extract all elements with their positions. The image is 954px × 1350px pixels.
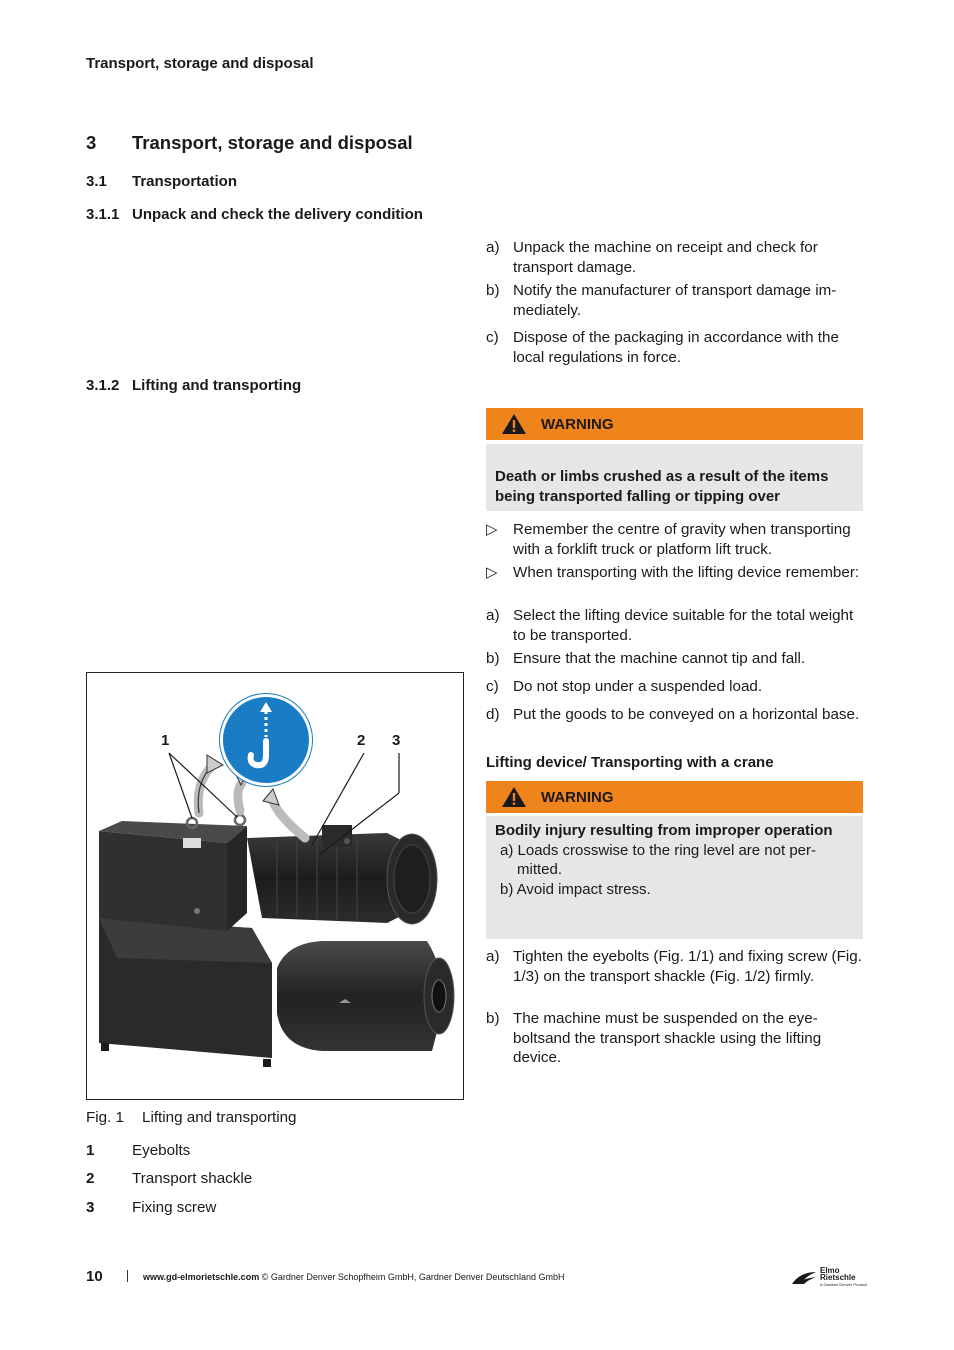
step-text: Select the lifting device suitable for the total weight to be transported. bbox=[513, 607, 854, 644]
legend-text: Eyebolts bbox=[132, 1142, 191, 1159]
legend-item bbox=[86, 1199, 216, 1216]
logo-line1: Elmo bbox=[820, 1266, 840, 1275]
warning-label: WARNING bbox=[541, 788, 614, 806]
section-title: Transport, storage and disposal bbox=[132, 132, 413, 153]
warning-label: WARNING bbox=[541, 415, 614, 433]
section-heading bbox=[86, 132, 413, 154]
warning-item bbox=[495, 841, 854, 880]
logo-swoosh-icon bbox=[790, 1270, 818, 1286]
legend-item bbox=[86, 1142, 190, 1159]
warning-header bbox=[486, 781, 863, 813]
subsection-number: 3.1 bbox=[86, 173, 107, 190]
warning-title: Death or limbs crushed as a result of the items being transported falling or tipping over bbox=[495, 468, 829, 505]
step-marker: b) bbox=[486, 1010, 500, 1027]
warning-item-text: a) Loads crosswise to the ring level are not permitted. bbox=[500, 841, 816, 878]
legend-item bbox=[86, 1170, 252, 1187]
sub311-title: Unpack and check the delivery condition bbox=[132, 206, 423, 223]
warning-item-text: b) Avoid impact stress. bbox=[500, 880, 651, 898]
transport-step bbox=[486, 606, 866, 645]
company-logo bbox=[790, 1266, 868, 1289]
crane-hook-sign-icon bbox=[220, 694, 312, 786]
figure-caption-text: Lifting and transporting bbox=[142, 1109, 297, 1126]
step-text: The machine must be suspended on the eyeboltsand the transport shackle using the lifting device. bbox=[513, 1010, 822, 1066]
step-text: Notify the manufacturer of transport damage immediately. bbox=[513, 282, 837, 319]
warning-triangle-icon bbox=[486, 786, 541, 808]
callout-3: 3 bbox=[392, 732, 401, 749]
subsection-heading bbox=[86, 173, 237, 190]
step-marker: c) bbox=[486, 678, 499, 695]
step-text: Unpack the machine on receipt and check for transport damage. bbox=[513, 239, 818, 276]
logo-line2: Rietschle bbox=[820, 1273, 856, 1282]
step-text: Tighten the eyebolts (Fig. 1/1) and fixing screw (Fig. 1/3) on the transport shackle (Fig. 1/2) firmly. bbox=[513, 948, 862, 985]
sub312-number: 3.1.2 bbox=[86, 377, 120, 394]
transport-step bbox=[486, 677, 866, 697]
crane-step bbox=[486, 947, 866, 986]
sub312-heading bbox=[86, 377, 301, 394]
step-marker: a) bbox=[486, 607, 500, 624]
legend-key: 2 bbox=[86, 1170, 95, 1187]
step-text: Remember the centre of gravity when transporting with a forklift truck or platform lift truck. bbox=[513, 521, 851, 558]
step-text: Do not stop under a suspended load. bbox=[513, 678, 763, 695]
sub311-heading bbox=[86, 206, 423, 223]
footer-url: www.gd-elmorietschle.com bbox=[143, 1272, 260, 1282]
section-number: 3 bbox=[86, 132, 97, 153]
step-marker: a) bbox=[486, 239, 500, 256]
step-marker: d) bbox=[486, 706, 500, 723]
step-marker: a) bbox=[486, 948, 500, 965]
unpack-step bbox=[486, 328, 866, 367]
step-text: Ensure that the machine cannot tip and fall. bbox=[513, 650, 806, 667]
logo-tagline: A Gardner Denver Product bbox=[820, 1282, 868, 1287]
unpack-step bbox=[486, 281, 866, 320]
legend-key: 1 bbox=[86, 1142, 95, 1159]
footer-text bbox=[143, 1272, 564, 1282]
callout-1: 1 bbox=[161, 732, 170, 749]
transport-step bbox=[486, 705, 866, 725]
crane-step bbox=[486, 1009, 866, 1068]
step-text: Dispose of the packaging in accordance with the local regulations in force. bbox=[513, 329, 839, 366]
step-marker: b) bbox=[486, 650, 500, 667]
footer-copyright: © Gardner Denver Schopfheim GmbH, Gardner Denver Deutschland GmbH bbox=[259, 1272, 565, 1282]
warning-header bbox=[486, 408, 863, 440]
warning-body bbox=[486, 444, 863, 511]
step-marker: c) bbox=[486, 329, 499, 346]
crane-heading: Lifting device/ Transporting with a crane bbox=[486, 754, 774, 771]
step-text: Put the goods to be conveyed on a horizontal base. bbox=[513, 706, 860, 723]
unpack-step bbox=[486, 238, 866, 277]
footer-divider bbox=[127, 1270, 128, 1282]
warning-title: Bodily injury resulting from improper operation bbox=[495, 822, 833, 839]
sub312-title: Lifting and transporting bbox=[132, 377, 302, 394]
warning-body bbox=[486, 816, 863, 939]
sub311-number: 3.1.1 bbox=[86, 206, 120, 223]
figure-number: Fig. 1 bbox=[86, 1109, 124, 1126]
figure-caption bbox=[86, 1109, 297, 1126]
step-marker: ▷ bbox=[486, 564, 498, 581]
transport-step bbox=[486, 520, 866, 559]
step-marker: ▷ bbox=[486, 521, 498, 538]
step-text: When transporting with the lifting device remember: bbox=[513, 564, 860, 581]
figure-frame bbox=[86, 672, 464, 1100]
running-header: Transport, storage and disposal bbox=[86, 55, 314, 72]
transport-step bbox=[486, 649, 866, 669]
legend-text: Transport shackle bbox=[132, 1170, 253, 1187]
legend-key: 3 bbox=[86, 1199, 95, 1216]
transport-step bbox=[486, 563, 866, 583]
subsection-title: Transportation bbox=[132, 173, 238, 190]
warning-item bbox=[495, 880, 854, 900]
warning-triangle-icon bbox=[486, 413, 541, 435]
callout-2: 2 bbox=[357, 732, 366, 749]
page-number: 10 bbox=[86, 1268, 103, 1285]
legend-text: Fixing screw bbox=[132, 1199, 217, 1216]
step-marker: b) bbox=[486, 282, 500, 299]
